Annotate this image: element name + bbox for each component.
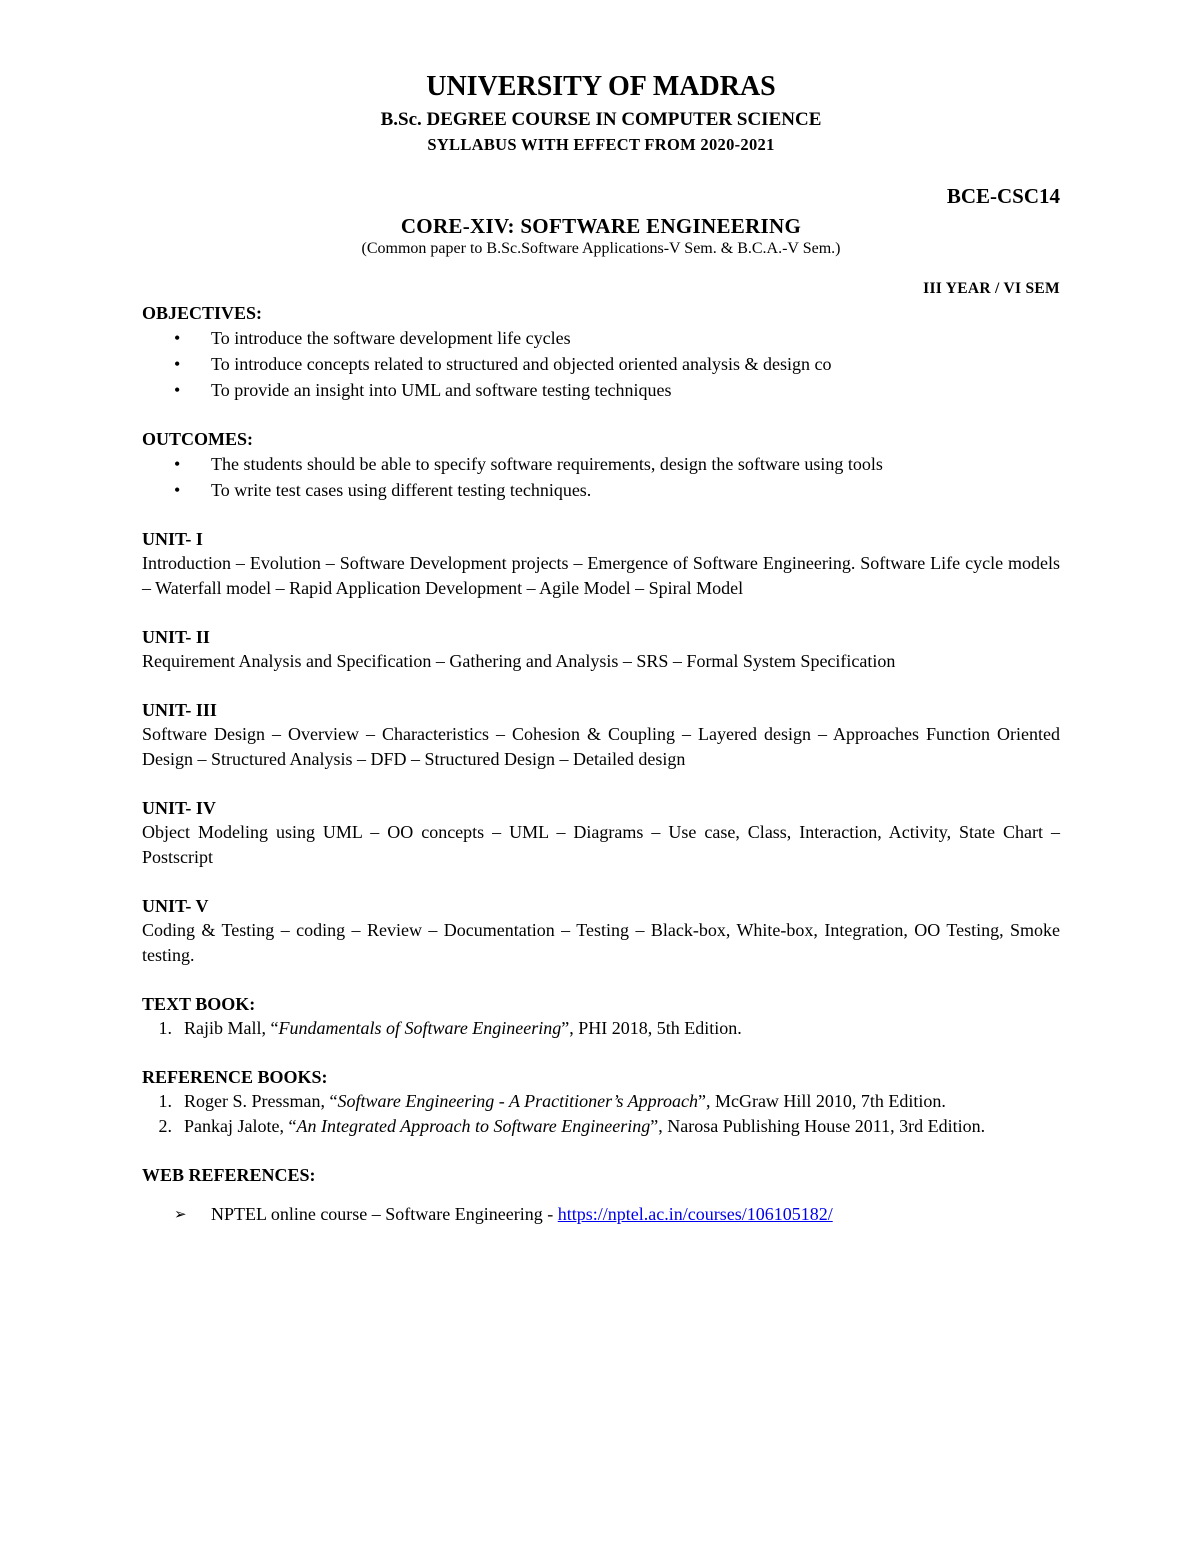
reference-books-heading: REFERENCE BOOKS: bbox=[142, 1067, 328, 1087]
list-item: 1. Rajib Mall, “Fundamentals of Software Engineering”, PHI 2018, 5th Edition. bbox=[142, 1016, 1060, 1041]
list-item: • To provide an insight into UML and software testing techniques bbox=[142, 377, 1060, 403]
web-references-list bbox=[142, 1201, 1060, 1227]
reference-books-list bbox=[142, 1089, 1060, 1139]
unit-4-title: UNIT- IV bbox=[142, 798, 216, 818]
unit-2-text: Requirement Analysis and Specification – Gathering and Analysis – SRS – Formal System Specification bbox=[142, 651, 896, 671]
bullet-icon: • bbox=[174, 354, 181, 374]
list-item: • To introduce concepts related to structured and objected oriented analysis & design co bbox=[142, 351, 1060, 377]
degree-title: B.Sc. DEGREE COURSE IN COMPUTER SCIENCE bbox=[380, 109, 822, 130]
book-title: Fundamentals of Software Engineering bbox=[278, 1018, 562, 1038]
unit-1-title: UNIT- I bbox=[142, 529, 203, 549]
university-title: UNIVERSITY OF MADRAS bbox=[426, 71, 776, 102]
bullet-icon: • bbox=[174, 380, 181, 400]
paper-title: CORE-XIV: SOFTWARE ENGINEERING bbox=[400, 214, 802, 238]
syllabus-effect: SYLLABUS WITH EFFECT FROM 2020-2021 bbox=[427, 135, 775, 154]
web-references-heading: WEB REFERENCES: bbox=[142, 1165, 316, 1185]
unit-4-text: Object Modeling using UML – OO concepts – UML – Diagrams – Use case, Class, Interaction, Activity, State Chart – Postscript bbox=[142, 822, 1060, 867]
syllabus-page bbox=[142, 70, 1060, 1245]
outcomes-list bbox=[142, 451, 1060, 503]
objectives-list bbox=[142, 325, 1060, 403]
common-paper-note: (Common paper to B.Sc.Software Applications-V Sem. & B.C.A.-V Sem.) bbox=[361, 240, 841, 257]
unit-3-text: Software Design – Overview – Characteristics – Cohesion & Coupling – Layered design – Approaches Function Oriented Design – Structured Analysis – DFD – Structured Design – Detailed design bbox=[142, 724, 1060, 769]
bullet-icon: • bbox=[174, 480, 181, 500]
course-code: BCE-CSC14 bbox=[946, 184, 1060, 208]
item-number: 2. bbox=[158, 1116, 172, 1136]
list-item: ➢ NPTEL online course – Software Engineering - https://nptel.ac.in/courses/106105182/ bbox=[142, 1201, 1060, 1227]
list-item: • The students should be able to specify software requirements, design the software using tools bbox=[142, 451, 1060, 477]
nptel-link[interactable]: https://nptel.ac.in/courses/106105182/ bbox=[557, 1204, 833, 1224]
unit-5-title: UNIT- V bbox=[142, 896, 209, 916]
year-semester: III YEAR / VI SEM bbox=[923, 280, 1060, 297]
bullet-icon: • bbox=[174, 328, 181, 348]
unit-3-title: UNIT- III bbox=[142, 700, 217, 720]
arrow-bullet-icon: ➢ bbox=[174, 1205, 187, 1223]
bullet-icon: • bbox=[174, 454, 181, 474]
book-title: Software Engineering - A Practitioner’s Approach bbox=[337, 1091, 698, 1111]
item-number: 1. bbox=[158, 1018, 172, 1038]
objectives-heading: OBJECTIVES: bbox=[142, 303, 263, 323]
list-item: • To write test cases using different testing techniques. bbox=[142, 477, 1060, 503]
unit-2-title: UNIT- II bbox=[142, 627, 210, 647]
list-item: 2. Pankaj Jalote, “An Integrated Approach to Software Engineering”, Narosa Publishing House 2011, 3rd Edition. bbox=[142, 1114, 1060, 1139]
unit-5-text: Coding & Testing – coding – Review – Documentation – Testing – Black-box, White-box, Integration, OO Testing, Smoke testing. bbox=[142, 920, 1060, 965]
list-item: 1. Roger S. Pressman, “Software Engineering - A Practitioner’s Approach”, McGraw Hill 2010, 7th Edition. bbox=[142, 1089, 1060, 1114]
outcomes-heading: OUTCOMES: bbox=[142, 429, 254, 449]
unit-1-text: Introduction – Evolution – Software Development projects – Emergence of Software Engineering. Software Life cycle models – Waterfall model – Rapid Application Development – Agile Model – Spiral Model bbox=[142, 553, 1060, 598]
text-book-list bbox=[142, 1016, 1060, 1041]
list-item: • To introduce the software development life cycles bbox=[142, 325, 1060, 351]
text-book-heading: TEXT BOOK: bbox=[142, 994, 256, 1014]
book-title: An Integrated Approach to Software Engineering bbox=[296, 1116, 651, 1136]
item-number: 1. bbox=[158, 1091, 172, 1111]
